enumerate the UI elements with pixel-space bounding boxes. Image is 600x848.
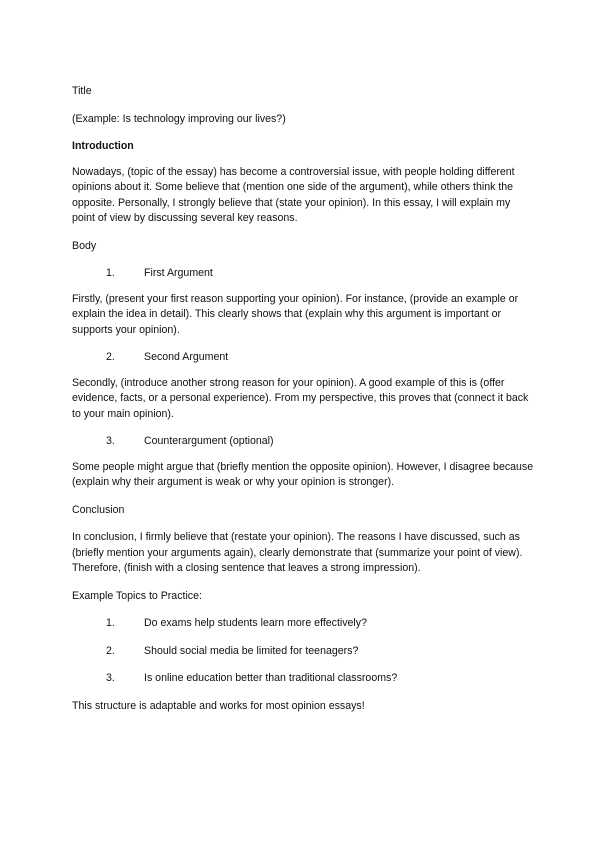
- argument-1-label: First Argument: [144, 267, 213, 279]
- argument-1-number: 1.: [106, 267, 115, 279]
- argument-1-paragraph: Firstly, (present your first reason supporting your opinion). For instance, (provide an example or explain the idea in detail). This clearly shows that (explain why this argument is important or supports your opinion).: [72, 292, 519, 336]
- closing-line: This structure is adaptable and works for most opinion essays!: [72, 699, 365, 712]
- topic-1-number: 1.: [106, 617, 115, 629]
- body-heading: Body: [72, 239, 97, 252]
- argument-2-paragraph: Secondly, (introduce another strong reason for your opinion). A good example of this is (offer evidence, facts, or a personal experience). From my perspective, this proves that (connect it back to your main opinion).: [72, 376, 529, 420]
- topic-1-text: Do exams help students learn more effectively?: [144, 617, 367, 629]
- topic-2-item: [72, 644, 534, 660]
- argument-2-label: Second Argument: [144, 351, 229, 363]
- topics-heading: Example Topics to Practice:: [72, 589, 202, 602]
- document-page: [72, 84, 534, 724]
- intro-heading: Introduction: [72, 140, 134, 152]
- argument-3-item: [72, 434, 534, 450]
- argument-1-item: [72, 266, 534, 282]
- doc-example: (Example: Is technology improving our lives?): [72, 112, 286, 125]
- argument-3-label: Counterargument (optional): [144, 435, 274, 447]
- topic-3-number: 3.: [106, 672, 115, 684]
- argument-3-number: 3.: [106, 435, 115, 447]
- argument-2-number: 2.: [106, 351, 115, 363]
- doc-title: Title: [72, 85, 92, 97]
- conclusion-heading: Conclusion: [72, 503, 125, 516]
- intro-paragraph: Nowadays, (topic of the essay) has become a controversial issue, with people holding different opinions about it. Some believe that (mention one side of the argument), while others think the opposite. Personally, I strongly believe that (state your opinion). In this essay, I will explain my point of view by discussing several key reasons.: [72, 165, 515, 224]
- conclusion-paragraph: In conclusion, I firmly believe that (restate your opinion). The reasons I have discussed, such as (briefly mention your arguments again), clearly demonstrate that (summarize your point of view). Therefore, (finish with a closing sentence that leaves a strong impression).: [72, 531, 523, 574]
- topic-2-text: Should social media be limited for teenagers?: [144, 644, 359, 657]
- topic-1-item: [72, 616, 534, 632]
- argument-2-item: [72, 350, 534, 366]
- topic-2-number: 2.: [106, 644, 115, 657]
- argument-3-paragraph: Some people might argue that (briefly mention the opposite opinion). However, I disagree because (explain why their argument is weak or why your opinion is stronger).: [72, 460, 534, 488]
- topic-3-text: Is online education better than traditional classrooms?: [144, 672, 398, 684]
- topic-3-item: [72, 671, 534, 687]
